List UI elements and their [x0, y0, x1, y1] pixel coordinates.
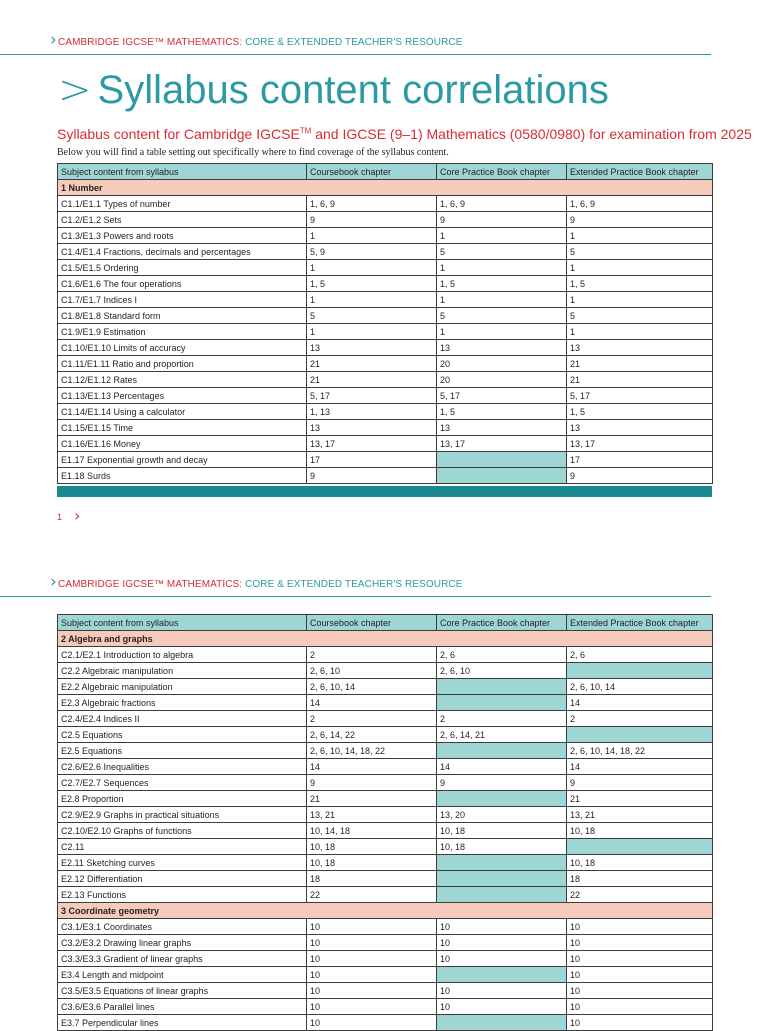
- chapter-cell: 21: [307, 791, 437, 807]
- chapter-cell: 10: [567, 999, 713, 1015]
- syllabus-topic-cell: E1.17 Exponential growth and decay: [58, 452, 307, 468]
- chapter-cell: 13, 21: [567, 807, 713, 823]
- syllabus-topic-cell: C2.4/E2.4 Indices II: [58, 711, 307, 727]
- empty-cell: [437, 887, 567, 903]
- correlation-table-algebra-geometry: [57, 614, 713, 1031]
- chapter-cell: 2: [567, 711, 713, 727]
- chapter-cell: 13, 21: [307, 807, 437, 823]
- table-row: [58, 855, 713, 871]
- syllabus-topic-cell: C1.15/E1.15 Time: [58, 420, 307, 436]
- syllabus-topic-cell: C1.6/E1.6 The four operations: [58, 276, 307, 292]
- syllabus-topic-cell: C1.14/E1.14 Using a calculator: [58, 404, 307, 420]
- chapter-cell: 10, 14, 18: [307, 823, 437, 839]
- chapter-cell: 14: [567, 759, 713, 775]
- syllabus-topic-cell: C1.8/E1.8 Standard form: [58, 308, 307, 324]
- chapter-cell: 10: [437, 983, 567, 999]
- table-row: [58, 356, 713, 372]
- table-row: [58, 388, 713, 404]
- table-row: [58, 308, 713, 324]
- chapter-cell: 10: [307, 935, 437, 951]
- table-row: [58, 228, 713, 244]
- empty-cell: [567, 839, 713, 855]
- table-row: [58, 839, 713, 855]
- chapter-cell: 14: [307, 759, 437, 775]
- chapter-cell: 13, 17: [437, 436, 567, 452]
- chapter-cell: 1: [307, 228, 437, 244]
- section-row: [58, 631, 713, 647]
- chapter-cell: 1, 6, 9: [307, 196, 437, 212]
- chapter-cell: 1: [307, 260, 437, 276]
- syllabus-topic-cell: E2.8 Proportion: [58, 791, 307, 807]
- column-header: Core Practice Book chapter: [437, 164, 567, 180]
- chapter-cell: 21: [567, 372, 713, 388]
- page-title: [58, 64, 609, 116]
- column-header: Core Practice Book chapter: [437, 615, 567, 631]
- intro-text: Below you will find a table setting out specifically where to find coverage of the syllabus content.: [57, 147, 449, 158]
- chapter-cell: 1, 5: [307, 276, 437, 292]
- table-row: [58, 292, 713, 308]
- chapter-cell: 10, 18: [437, 839, 567, 855]
- chapter-cell: 2, 6, 10, 14, 18, 22: [307, 743, 437, 759]
- table-row: [58, 791, 713, 807]
- subtitle-part-2: and IGCSE (9–1) Mathematics (0580/0980) for examination from 2025: [311, 126, 752, 142]
- header-rule: [0, 596, 711, 597]
- table-row: [58, 999, 713, 1015]
- chapter-cell: 10: [307, 951, 437, 967]
- table-row: [58, 935, 713, 951]
- table-row: [58, 919, 713, 935]
- empty-cell: [437, 967, 567, 983]
- table-row: [58, 260, 713, 276]
- chapter-cell: 10: [307, 1015, 437, 1031]
- syllabus-topic-cell: C3.1/E3.1 Coordinates: [58, 919, 307, 935]
- table-row: [58, 196, 713, 212]
- empty-cell: [567, 727, 713, 743]
- running-header: [50, 30, 463, 50]
- table-row: [58, 759, 713, 775]
- syllabus-topic-cell: C2.1/E2.1 Introduction to algebra: [58, 647, 307, 663]
- subtitle-part-1: Syllabus content for Cambridge IGCSE: [57, 126, 300, 142]
- chapter-cell: 10: [567, 935, 713, 951]
- table-header-row: [58, 615, 713, 631]
- syllabus-topic-cell: E2.11 Sketching curves: [58, 855, 307, 871]
- chapter-cell: 9: [567, 212, 713, 228]
- empty-cell: [437, 743, 567, 759]
- table-row: [58, 951, 713, 967]
- chapter-cell: 20: [437, 356, 567, 372]
- chapter-cell: 10: [437, 919, 567, 935]
- chapter-cell: 10: [307, 999, 437, 1015]
- chapter-cell: 1: [307, 324, 437, 340]
- table-header-row: [58, 164, 713, 180]
- chapter-cell: 10, 18: [437, 823, 567, 839]
- syllabus-topic-cell: E2.3 Algebraic fractions: [58, 695, 307, 711]
- chapter-cell: 1: [567, 324, 713, 340]
- chapter-cell: 5: [307, 308, 437, 324]
- chapter-cell: 2, 6, 10, 14: [567, 679, 713, 695]
- chapter-cell: 5: [437, 244, 567, 260]
- chapter-cell: 10, 18: [567, 823, 713, 839]
- chapter-cell: 22: [567, 887, 713, 903]
- trademark-superscript: TM: [299, 126, 312, 136]
- table-row: [58, 404, 713, 420]
- chapter-cell: 9: [307, 212, 437, 228]
- table-row: [58, 1015, 713, 1031]
- syllabus-topic-cell: C1.10/E1.10 Limits of accuracy: [58, 340, 307, 356]
- syllabus-topic-cell: E3.4 Length and midpoint: [58, 967, 307, 983]
- table-row: [58, 276, 713, 292]
- section-row: [58, 903, 713, 919]
- header-rule: [0, 54, 711, 55]
- chevron-right-icon: ›: [74, 506, 81, 525]
- chapter-cell: 13: [307, 340, 437, 356]
- chapter-cell: 2, 6: [567, 647, 713, 663]
- table-row: [58, 436, 713, 452]
- syllabus-topic-cell: C1.11/E1.11 Ratio and proportion: [58, 356, 307, 372]
- chapter-cell: 10: [567, 919, 713, 935]
- running-header-book: CORE & EXTENDED TEACHER'S RESOURCE: [245, 579, 463, 590]
- chapter-cell: 14: [437, 759, 567, 775]
- chapter-cell: 9: [307, 468, 437, 484]
- empty-cell: [437, 855, 567, 871]
- chapter-cell: 10, 18: [567, 855, 713, 871]
- chapter-cell: 13: [437, 340, 567, 356]
- chapter-cell: 1, 5: [437, 276, 567, 292]
- chapter-cell: 10, 18: [307, 855, 437, 871]
- syllabus-topic-cell: C2.9/E2.9 Graphs in practical situations: [58, 807, 307, 823]
- table-row: [58, 212, 713, 228]
- running-header-book: CORE & EXTENDED TEACHER'S RESOURCE: [245, 37, 463, 48]
- chapter-cell: 1, 5: [437, 404, 567, 420]
- table-row: [58, 372, 713, 388]
- chapter-cell: 17: [567, 452, 713, 468]
- chapter-cell: 17: [307, 452, 437, 468]
- chapter-cell: 2, 6, 14, 21: [437, 727, 567, 743]
- chapter-cell: 5, 9: [307, 244, 437, 260]
- table-row: [58, 887, 713, 903]
- syllabus-topic-cell: C1.2/E1.2 Sets: [58, 212, 307, 228]
- chapter-cell: 13, 17: [307, 436, 437, 452]
- chapter-cell: 20: [437, 372, 567, 388]
- syllabus-topic-cell: E2.5 Equations: [58, 743, 307, 759]
- table-row: [58, 743, 713, 759]
- chapter-cell: 1: [567, 292, 713, 308]
- table-row: [58, 727, 713, 743]
- table-row: [58, 647, 713, 663]
- column-header: Coursebook chapter: [307, 164, 437, 180]
- column-header: Coursebook chapter: [307, 615, 437, 631]
- syllabus-topic-cell: E2.2 Algebraic manipulation: [58, 679, 307, 695]
- syllabus-topic-cell: E1.18 Surds: [58, 468, 307, 484]
- column-header: Subject content from syllabus: [58, 164, 307, 180]
- chapter-cell: 10: [437, 951, 567, 967]
- chapter-cell: 2: [307, 647, 437, 663]
- chapter-cell: 10, 18: [307, 839, 437, 855]
- chapter-cell: 18: [307, 871, 437, 887]
- syllabus-topic-cell: C1.4/E1.4 Fractions, decimals and percentages: [58, 244, 307, 260]
- chapter-cell: 1, 5: [567, 404, 713, 420]
- syllabus-topic-cell: C1.9/E1.9 Estimation: [58, 324, 307, 340]
- chapter-cell: 21: [567, 356, 713, 372]
- chapter-cell: 10: [307, 967, 437, 983]
- chapter-cell: 5, 17: [567, 388, 713, 404]
- chapter-cell: 9: [437, 212, 567, 228]
- syllabus-topic-cell: C2.10/E2.10 Graphs of functions: [58, 823, 307, 839]
- table-row: [58, 244, 713, 260]
- section-heading: 3 Coordinate geometry: [58, 903, 713, 919]
- page-title-text: Syllabus content correlations: [97, 68, 609, 112]
- chapter-cell: 2, 6, 10, 14: [307, 679, 437, 695]
- chapter-cell: 1, 6, 9: [437, 196, 567, 212]
- syllabus-topic-cell: C1.7/E1.7 Indices I: [58, 292, 307, 308]
- table-row: [58, 679, 713, 695]
- empty-cell: [437, 791, 567, 807]
- syllabus-topic-cell: C3.5/E3.5 Equations of linear graphs: [58, 983, 307, 999]
- chapter-cell: 21: [567, 791, 713, 807]
- chapter-cell: 2, 6, 10, 14, 18, 22: [567, 743, 713, 759]
- chapter-cell: 10: [567, 967, 713, 983]
- chapter-cell: 1, 13: [307, 404, 437, 420]
- chapter-cell: 13: [437, 420, 567, 436]
- chapter-cell: 10: [307, 919, 437, 935]
- chapter-cell: 13: [307, 420, 437, 436]
- chapter-cell: 1: [437, 324, 567, 340]
- column-header: Extended Practice Book chapter: [567, 164, 713, 180]
- chapter-cell: 1, 5: [567, 276, 713, 292]
- chapter-cell: 13: [567, 420, 713, 436]
- syllabus-topic-cell: C2.2 Algebraic manipulation: [58, 663, 307, 679]
- syllabus-topic-cell: C2.11: [58, 839, 307, 855]
- running-header-series: CAMBRIDGE IGCSE™ MATHEMATICS:: [58, 37, 243, 48]
- chapter-cell: 5: [567, 308, 713, 324]
- chapter-cell: 5: [567, 244, 713, 260]
- chapter-cell: 5: [437, 308, 567, 324]
- syllabus-topic-cell: C3.2/E3.2 Drawing linear graphs: [58, 935, 307, 951]
- empty-cell: [437, 695, 567, 711]
- chapter-cell: 13: [567, 340, 713, 356]
- syllabus-topic-cell: C3.3/E3.3 Gradient of linear graphs: [58, 951, 307, 967]
- chapter-cell: 1: [307, 292, 437, 308]
- table-row: [58, 695, 713, 711]
- chapter-cell: 13, 20: [437, 807, 567, 823]
- syllabus-topic-cell: C2.5 Equations: [58, 727, 307, 743]
- chapter-cell: 10: [437, 999, 567, 1015]
- chapter-cell: 1: [567, 260, 713, 276]
- table-row: [58, 420, 713, 436]
- chapter-cell: 22: [307, 887, 437, 903]
- running-header-series: CAMBRIDGE IGCSE™ MATHEMATICS:: [58, 579, 243, 590]
- chapter-cell: 18: [567, 871, 713, 887]
- chapter-cell: 14: [567, 695, 713, 711]
- chapter-cell: 10: [307, 983, 437, 999]
- chapter-cell: 10: [567, 951, 713, 967]
- running-header: [50, 572, 463, 592]
- chapter-cell: 10: [567, 1015, 713, 1031]
- table-row: [58, 340, 713, 356]
- table-row: [58, 452, 713, 468]
- chapter-cell: 2: [437, 711, 567, 727]
- chapter-cell: 2, 6, 10: [307, 663, 437, 679]
- chapter-cell: 9: [567, 468, 713, 484]
- column-header: Subject content from syllabus: [58, 615, 307, 631]
- empty-cell: [437, 1015, 567, 1031]
- syllabus-topic-cell: C1.3/E1.3 Powers and roots: [58, 228, 307, 244]
- chapter-cell: 13, 17: [567, 436, 713, 452]
- syllabus-topic-cell: E2.12 Differentiation: [58, 871, 307, 887]
- chapter-cell: 1: [437, 292, 567, 308]
- syllabus-topic-cell: C3.6/E3.6 Parallel lines: [58, 999, 307, 1015]
- table-row: [58, 468, 713, 484]
- chapter-cell: 5, 17: [437, 388, 567, 404]
- syllabus-topic-cell: C1.16/E1.16 Money: [58, 436, 307, 452]
- syllabus-topic-cell: C2.6/E2.6 Inequalities: [58, 759, 307, 775]
- chapter-cell: 2, 6: [437, 647, 567, 663]
- table-row: [58, 807, 713, 823]
- chapter-cell: 14: [307, 695, 437, 711]
- syllabus-topic-cell: E2.13 Functions: [58, 887, 307, 903]
- empty-cell: [567, 663, 713, 679]
- syllabus-topic-cell: C1.1/E1.1 Types of number: [58, 196, 307, 212]
- table-row: [58, 871, 713, 887]
- syllabus-topic-cell: C1.13/E1.13 Percentages: [58, 388, 307, 404]
- section-row: [58, 180, 713, 196]
- empty-cell: [437, 468, 567, 484]
- chapter-cell: 10: [567, 983, 713, 999]
- table-row: [58, 967, 713, 983]
- chapter-cell: 5, 17: [307, 388, 437, 404]
- section-heading: 1 Number: [58, 180, 713, 196]
- chapter-cell: 21: [307, 356, 437, 372]
- page-number: 1: [57, 512, 63, 522]
- chapter-cell: 2, 6, 10: [437, 663, 567, 679]
- section-heading: 2 Algebra and graphs: [58, 631, 713, 647]
- empty-cell: [437, 679, 567, 695]
- section-subtitle: [57, 126, 752, 142]
- table-row: [58, 324, 713, 340]
- chapter-cell: 1, 6, 9: [567, 196, 713, 212]
- syllabus-topic-cell: C1.5/E1.5 Ordering: [58, 260, 307, 276]
- chapter-cell: 1: [567, 228, 713, 244]
- column-header: Extended Practice Book chapter: [567, 615, 713, 631]
- correlation-table-number: [57, 163, 713, 484]
- chapter-cell: 10: [437, 935, 567, 951]
- table-row: [58, 983, 713, 999]
- chapter-cell: 9: [437, 775, 567, 791]
- table-row: [58, 663, 713, 679]
- table-row: [58, 775, 713, 791]
- chapter-cell: 1: [437, 260, 567, 276]
- chapter-cell: 9: [307, 775, 437, 791]
- chevron-right-icon: ›: [50, 572, 57, 592]
- footer-band: [57, 486, 712, 497]
- empty-cell: [437, 871, 567, 887]
- chapter-cell: 2, 6, 14, 22: [307, 727, 437, 743]
- syllabus-topic-cell: C1.12/E1.12 Rates: [58, 372, 307, 388]
- table-row: [58, 823, 713, 839]
- empty-cell: [437, 452, 567, 468]
- title-chevron-icon: >: [58, 67, 92, 113]
- chapter-cell: 21: [307, 372, 437, 388]
- chevron-right-icon: ›: [50, 30, 57, 50]
- chapter-cell: 1: [437, 228, 567, 244]
- chapter-cell: 9: [567, 775, 713, 791]
- chapter-cell: 2: [307, 711, 437, 727]
- syllabus-topic-cell: E3.7 Perpendicular lines: [58, 1015, 307, 1031]
- table-row: [58, 711, 713, 727]
- syllabus-topic-cell: C2.7/E2.7 Sequences: [58, 775, 307, 791]
